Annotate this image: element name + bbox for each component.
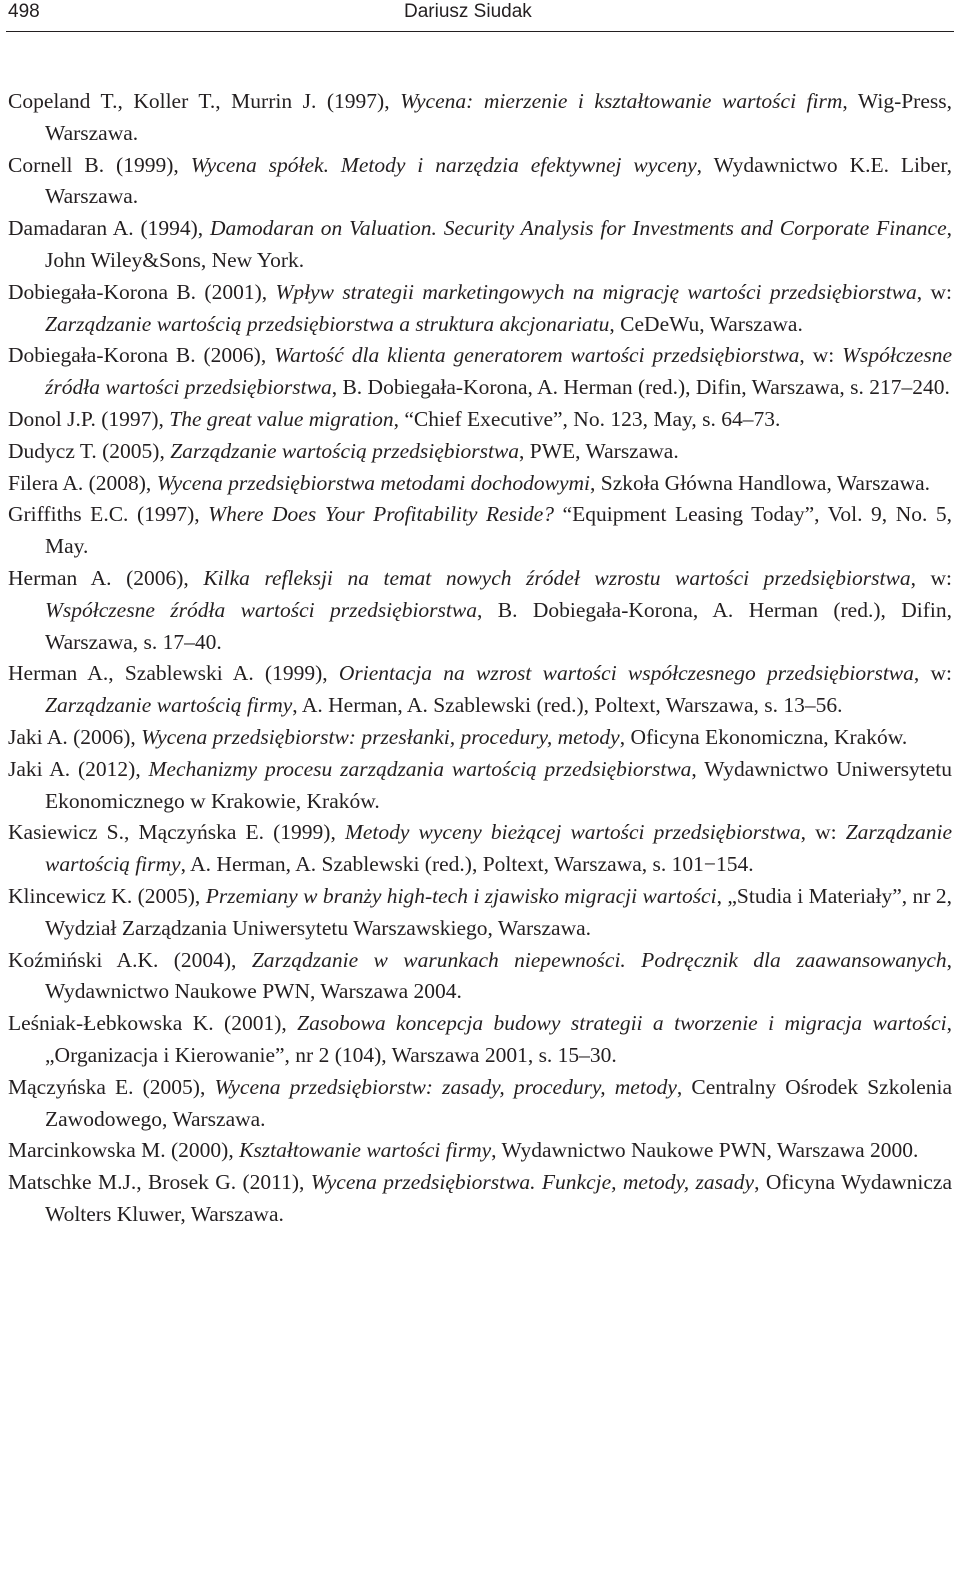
entry-title: Damodaran on Valuation. Security Analysis for Investments and Corporate Finance [210,216,947,241]
entry-authors-year: Herman A. (2006), [8,565,204,590]
entry-publication-details: , PWE, Warszawa. [519,438,679,463]
bibliography-entry [8,881,952,945]
entry-authors-year: Dudycz T. (2005), [8,438,171,463]
entry-authors-year: Damadaran A. (1994), [8,216,211,241]
entry-authors-year: Filera A. (2008), [8,470,157,495]
entry-title: Kilka refleksji na temat nowych źródeł wzrostu wartości przedsiębiorstwa [203,565,911,590]
bibliography-entry [8,1008,952,1072]
entry-title: Wycena przedsiębiorstwa. Funkcje, metody, zasady [310,1170,755,1195]
entry-publication-details: , Oficyna Wydawnicza Wolters Kluwer, Warszawa. [45,1170,953,1226]
page-number: 498 [8,1,40,22]
entry-title: Metody wyceny bieżącej wartości przedsiębiorstwa [344,820,801,845]
entry-title: Wycena przedsiębiorstw: zasady, procedury, metody [214,1074,677,1099]
entry-title: Wycena: mierzenie i kształtowanie wartości firm [400,89,843,113]
entry-title: Mechanizmy procesu zarządzania wartością przedsiębiorstwa [148,756,692,781]
entry-publication-details: , CeDeWu, Warszawa. [609,311,803,336]
running-head-author: Dariusz Siudak [404,1,532,22]
entry-title: Where Does Your Profitability Reside? [208,502,555,527]
entry-publication-details: , „Studia i Materiały”, nr 2, Wydział Zarządzania Uniwersytetu Warszawskiego, Warszawa. [45,883,952,940]
entry-publication-details: , Wydawnictwo Naukowe PWN, Warszawa 2004. [45,947,953,1004]
bibliography-entry [8,213,952,277]
entry-authors-year: Donol J.P. (1997), [8,406,170,431]
entry-title: Wycena przedsiębiorstw: przesłanki, procedury, metody [141,724,620,749]
entry-publication-details: , Szkoła Główna Handlowa, Warszawa. [590,470,931,495]
bibliography-entry [8,499,952,563]
bibliography-entry [8,817,952,881]
entry-authors-year: Griffiths E.C. (1997), [8,502,209,527]
entry-authors-year: Koźmiński A.K. (2004), [8,947,252,972]
entry-publication-details: “Equipment Leasing Today”, Vol. 9, No. 5, May. [45,502,952,559]
bibliography-entry [8,468,952,500]
entry-source-title: Współczesne źródła wartości przedsiębiorstwa [45,597,477,622]
entry-title: Przemiany w branży high-tech i zjawisko migracji wartości [205,883,717,908]
entry-authors-year: Herman A., Szablewski A. (1999), [8,661,339,686]
entry-authors-year: Kasiewicz S., Mączyńska E. (1999), [8,820,345,845]
entry-authors-year: Jaki A. (2012), [8,756,149,781]
bibliography-entry [8,436,952,468]
entry-publication-details: , Wydawnictwo Uniwersytetu Ekonomicznego w Krakowie, Kraków. [45,756,952,813]
entry-source-title: Zarządzanie wartością firmy [45,820,953,877]
entry-authors-year: Copeland T., Koller T., Murrin J. (1997), [8,89,401,113]
bibliography-entry [8,86,952,150]
bibliography-entry [8,277,952,341]
running-head [8,0,952,26]
bibliography-entry [8,1135,952,1167]
entry-publication-details: , Centralny Ośrodek Szkolenia Zawodowego, Warszawa. [45,1074,952,1131]
header-rule [6,31,954,32]
entry-authors-year: Marcinkowska M. (2000), [8,1138,240,1163]
entry-title: The great value migration [169,406,394,431]
entry-publication-details: , Oficyna Ekonomiczna, Kraków. [619,724,908,749]
bibliography-entry [8,563,952,658]
entry-authors-year: Mączyńska E. (2005), [8,1074,215,1099]
entry-connector: , w: [800,820,846,845]
entry-authors-year: Cornell B. (1999), [8,152,191,177]
entry-connector: , w: [910,565,953,590]
entry-publication-details: , A. Herman, A. Szablewski (red.), Poltext, Warszawa, s. 101−154. [180,852,754,877]
entry-publication-details: , B. Dobiegała-Korona, A. Herman (red.), Difin, Warszawa, s. 17–40. [45,597,952,654]
entry-source-title: Współczesne źródła wartości przedsiębiorstwa [45,343,952,400]
entry-title: Wpływ strategii marketingowych na migrację wartości przedsiębiorstwa [275,279,917,304]
entry-source-title: Zarządzanie wartością przedsiębiorstwa a struktura akcjonariatu [45,311,610,336]
entry-authors-year: Klincewicz K. (2005), [8,883,206,908]
bibliography-entry [8,1167,952,1231]
entry-authors-year: Dobiegała-Korona B. (2006), [8,343,275,368]
entry-title: Kształtowanie wartości firmy [239,1138,492,1163]
entry-title: Zarządzanie wartością przedsiębiorstwa [170,438,520,463]
entry-publication-details: , Wydawnictwo Naukowe PWN, Warszawa 2000. [491,1138,919,1163]
bibliography-entry [8,404,952,436]
bibliography-list [8,86,952,1231]
entry-publication-details: , Wydawnictwo K.E. Liber, Warszawa. [45,152,952,209]
entry-title: Wartość dla klienta generatorem wartości przedsiębiorstwa [274,343,800,368]
bibliography-entry [8,722,952,754]
entry-connector: , w: [799,343,843,368]
entry-title: Orientacja na wzrost wartości współczesnego przedsiębiorstwa [338,661,914,686]
entry-publication-details: , A. Herman, A. Szablewski (red.), Poltext, Warszawa, s. 13–56. [292,693,843,718]
entry-publication-details: , “Chief Executive”, No. 123, May, s. 64–73. [393,406,781,431]
bibliography-entry [8,340,952,404]
entry-publication-details: , Wig-Press, Warszawa. [45,89,952,145]
entry-authors-year: Matschke M.J., Brosek G. (2011), [8,1170,311,1195]
entry-publication-details: , B. Dobiegała-Korona, A. Herman (red.), Difin, Warszawa, s. 217–240. [331,375,950,400]
bibliography-entry [8,1072,952,1136]
entry-title: Wycena przedsiębiorstwa metodami dochodowymi [156,470,591,495]
bibliography-entry [8,658,952,722]
entry-authors-year: Leśniak-Łebkowska K. (2001), [8,1011,298,1036]
entry-authors-year: Dobiegała-Korona B. (2001), [8,279,276,304]
bibliography-entry [8,150,952,214]
entry-connector: , w: [913,661,953,686]
bibliography-entry [8,945,952,1009]
entry-title: Wycena spółek. Metody i narzędzia efektywnej wyceny [190,152,697,177]
entry-publication-details: , John Wiley&Sons, New York. [45,216,952,272]
entry-publication-details: , „Organizacja i Kierowanie”, nr 2 (104), Warszawa 2001, s. 15–30. [45,1011,952,1067]
entry-title: Zarządzanie w warunkach niepewności. Podręcznik dla zaawansowanych [251,947,947,972]
entry-title: Zasobowa koncepcja budowy strategii a tworzenie i migracja wartości [297,1011,947,1036]
entry-authors-year: Jaki A. (2006), [8,724,142,749]
bibliography-entry [8,754,952,818]
entry-connector: , w: [916,279,952,304]
entry-source-title: Zarządzanie wartością firmy [45,693,293,718]
